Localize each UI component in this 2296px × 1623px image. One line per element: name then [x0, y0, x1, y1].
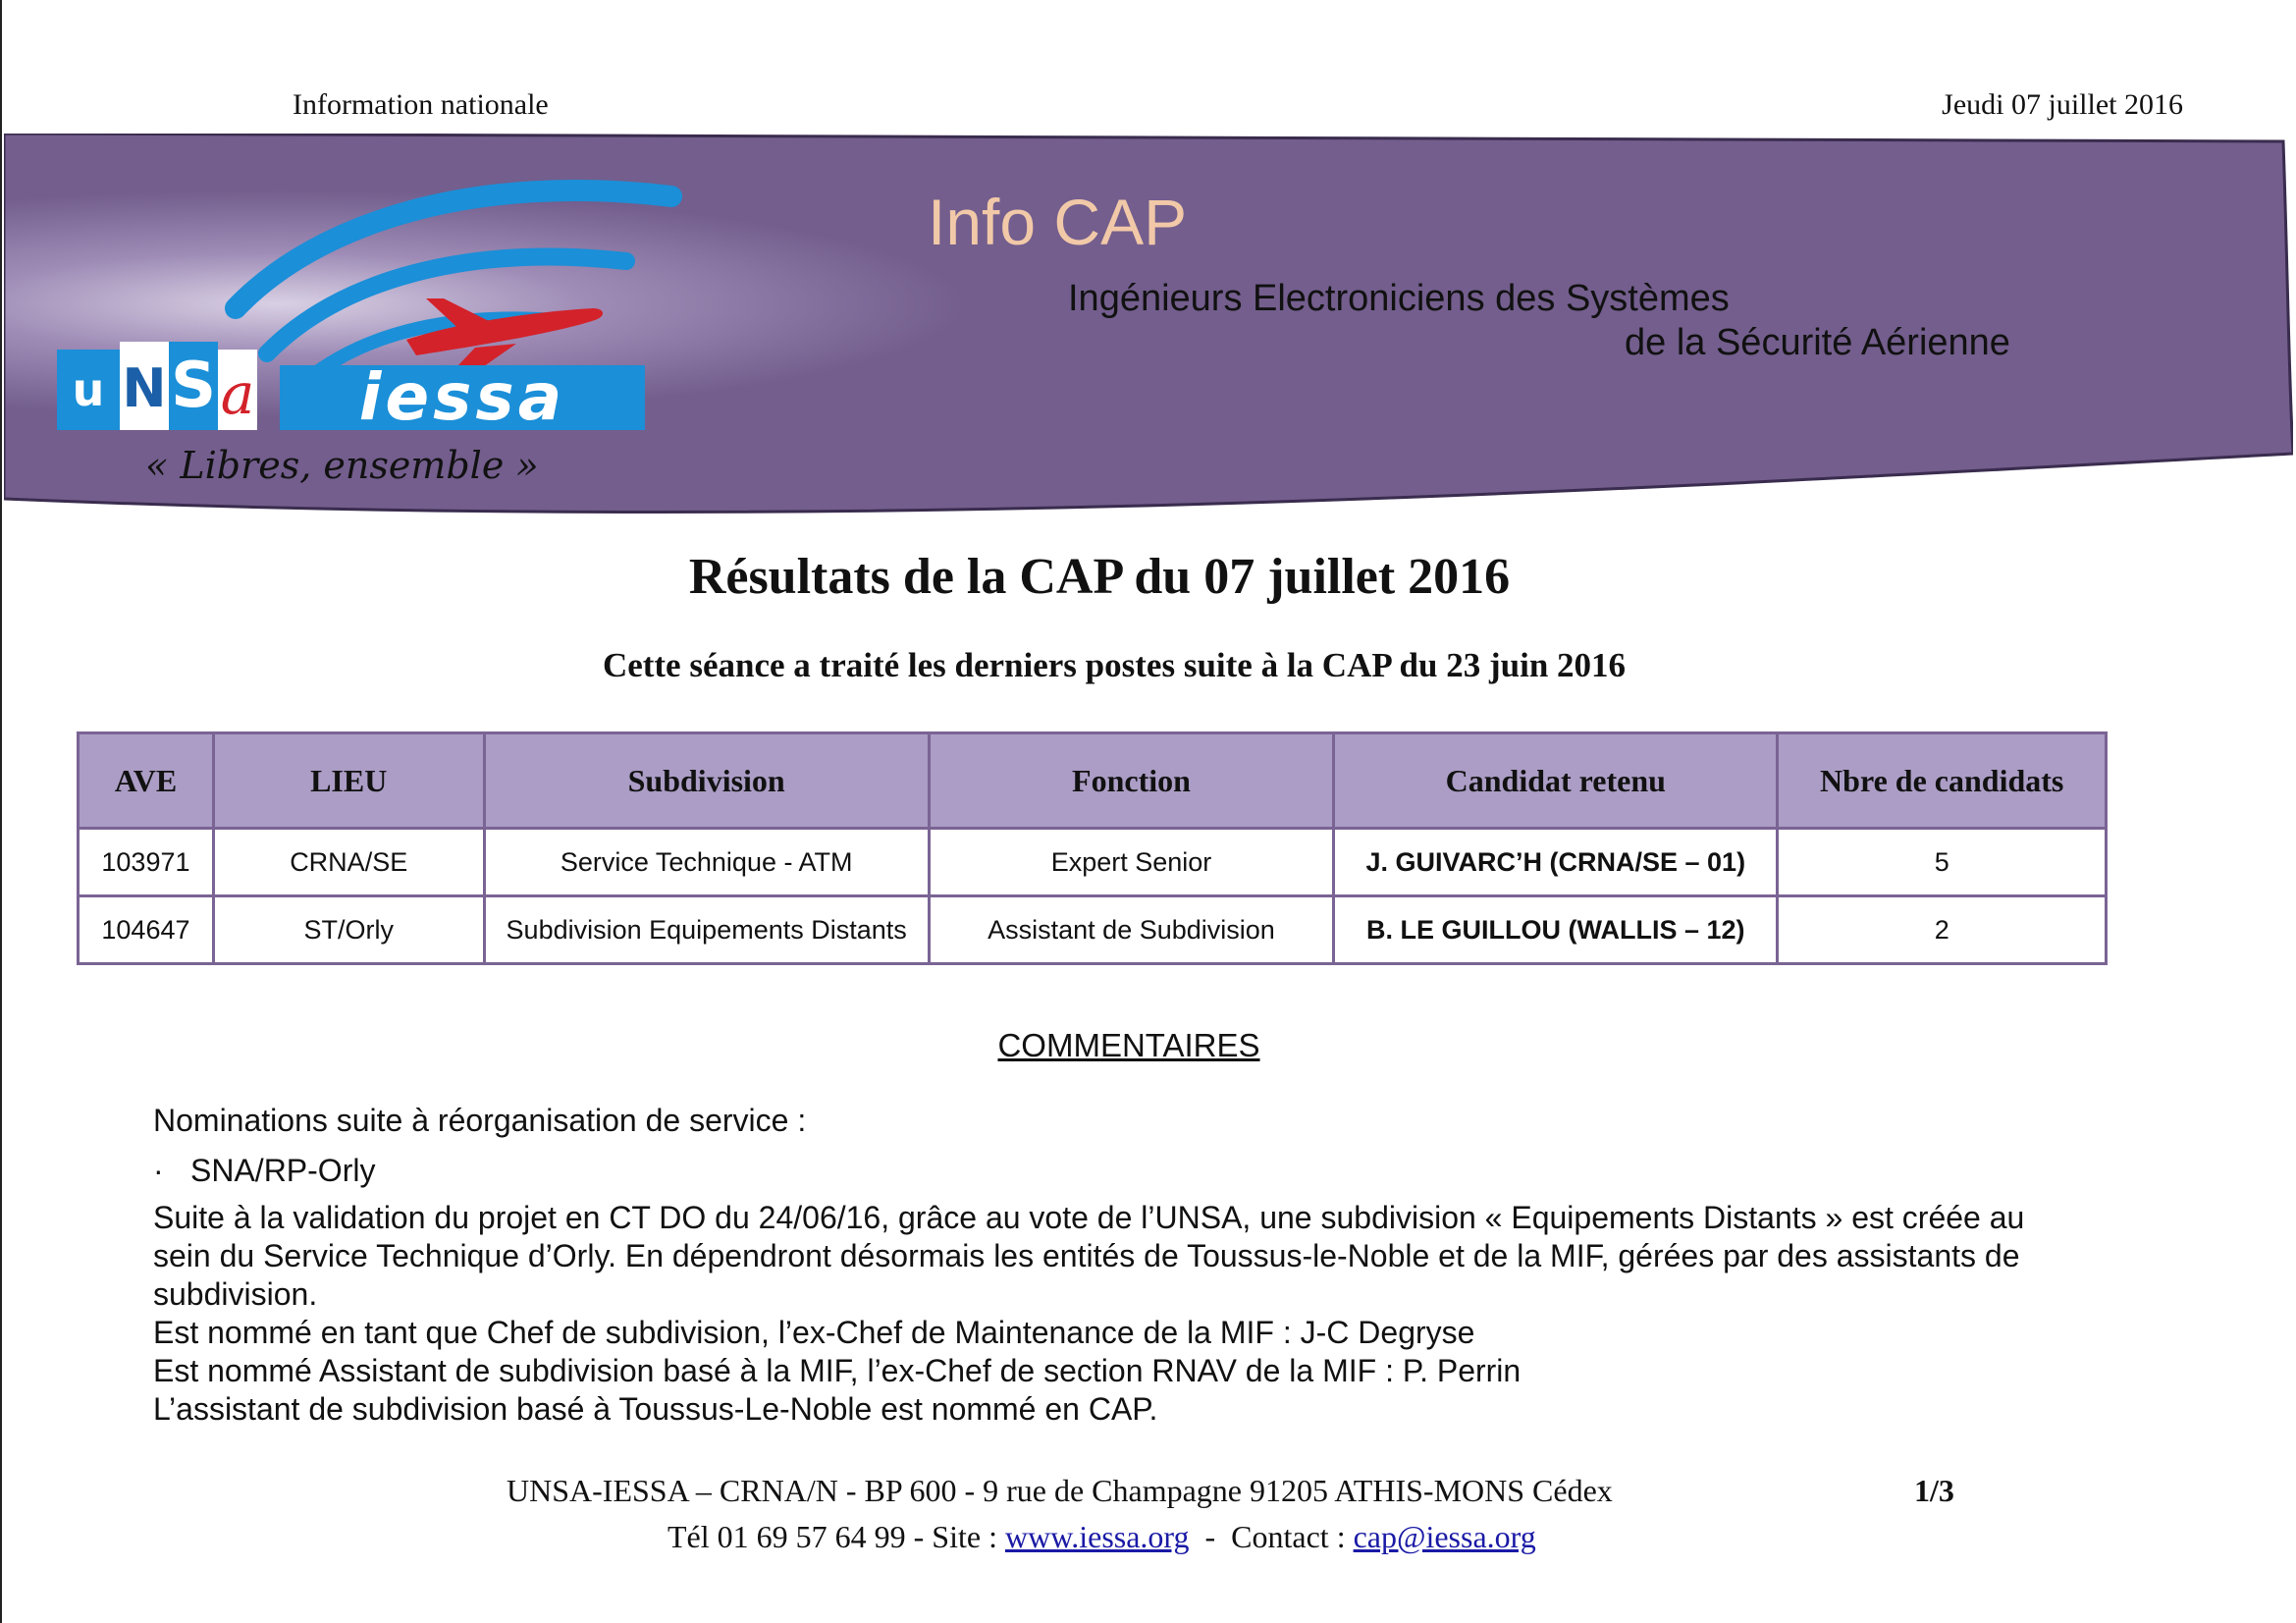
results-table — [77, 731, 2108, 965]
cell-candidat: J. GUIVARC’H (CRNA/SE – 01) — [1334, 829, 1778, 896]
table-header-row — [79, 733, 2107, 829]
bullet-text: SNA/RP-Orly — [190, 1153, 376, 1188]
page-subtitle: Cette séance a traité les derniers postes suite à la CAP du 23 juin 2016 — [602, 646, 1627, 684]
comments-title: COMMENTAIRES — [997, 1027, 1260, 1063]
footer-address: UNSA-IESSA – CRNA/N - BP 600 - 9 rue de Champagne 91205 ATHIS-MONS Cédex — [507, 1473, 1613, 1508]
site-link[interactable]: www.iessa.org — [1004, 1519, 1190, 1554]
logo-slogan: « Libres, ensemble » — [145, 444, 539, 487]
header-section-label: Information nationale — [293, 88, 549, 121]
banner-subtitle-line2: de la Sécurité Aérienne — [1625, 322, 2010, 363]
header-date: Jeudi 07 juillet 2016 — [1942, 88, 2183, 121]
comments-bullet-item — [153, 1152, 2116, 1190]
email-link[interactable]: cap@iessa.org — [1353, 1519, 1536, 1554]
table-row — [79, 829, 2107, 896]
col-header-nbre: Nbre de candidats — [1778, 733, 2107, 829]
page-title: Résultats de la CAP du 07 juillet 2016 — [688, 549, 1511, 605]
col-header-ave: AVE — [79, 733, 214, 829]
col-header-candidat: Candidat retenu — [1334, 733, 1778, 829]
logo-letter-n: N — [120, 342, 169, 430]
logo-letter-u: u — [57, 350, 120, 430]
logo-iessa: iessa — [280, 365, 645, 430]
footer-contact-label: - Contact : — [1189, 1519, 1354, 1554]
page-number: 1/3 — [1914, 1473, 1954, 1508]
cell-nbre: 2 — [1778, 896, 2107, 964]
cell-fonction: Assistant de Subdivision — [929, 896, 1333, 964]
cell-ave: 103971 — [79, 829, 214, 896]
logo-letter-a: a — [218, 350, 257, 430]
banner-subtitle-line1: Ingénieurs Electroniciens des Systèmes — [1068, 278, 1730, 319]
cell-subdivision: Subdivision Equipements Distants — [484, 896, 929, 964]
comments-intro: Nominations suite à réorganisation de service : — [153, 1103, 807, 1138]
footer-contact-line — [667, 1519, 1536, 1555]
cell-nbre: 5 — [1778, 829, 2107, 896]
comments-nomination-3: L’assistant de subdivision basé à Toussus-Le-Noble est nommé en CAP. — [153, 1391, 1158, 1427]
comments-nomination-1: Est nommé en tant que Chef de subdivision, l’ex-Chef de Maintenance de la MIF : J-C Degryse — [153, 1315, 1475, 1350]
col-header-fonction: Fonction — [929, 733, 1333, 829]
cell-fonction: Expert Senior — [929, 829, 1333, 896]
comments-paragraph-line3: subdivision. — [153, 1276, 318, 1312]
page-left-border — [0, 0, 2, 1623]
table-row — [79, 896, 2107, 964]
comments-nomination-2: Est nommé Assistant de subdivision basé à la MIF, l’ex-Chef de section RNAV de la MIF : P. Perrin — [153, 1353, 1522, 1388]
comments-paragraph-line1: Suite à la validation du projet en CT DO du 24/06/16, grâce au vote de l’UNSA, une subdivision « Equipements Distants » est créée au — [153, 1200, 2025, 1235]
cell-candidat: B. LE GUILLOU (WALLIS – 12) — [1334, 896, 1778, 964]
footer-tel: Tél 01 69 57 64 99 - Site : — [667, 1519, 1005, 1554]
cell-ave: 104647 — [79, 896, 214, 964]
cell-lieu: CRNA/SE — [213, 829, 484, 896]
col-header-lieu: LIEU — [213, 733, 484, 829]
cell-subdivision: Service Technique - ATM — [484, 829, 929, 896]
banner-title: Info CAP — [928, 186, 1188, 258]
comments-paragraph-line2: sein du Service Technique d’Orly. En dépendront désormais les entités de Toussus-le-Noble et de la MIF, gérées par des assistants de — [153, 1238, 2020, 1273]
col-header-subdivision: Subdivision — [484, 733, 929, 829]
logo-letter-s: S — [169, 342, 218, 430]
bullet-icon: · — [153, 1153, 164, 1188]
cell-lieu: ST/Orly — [213, 896, 484, 964]
